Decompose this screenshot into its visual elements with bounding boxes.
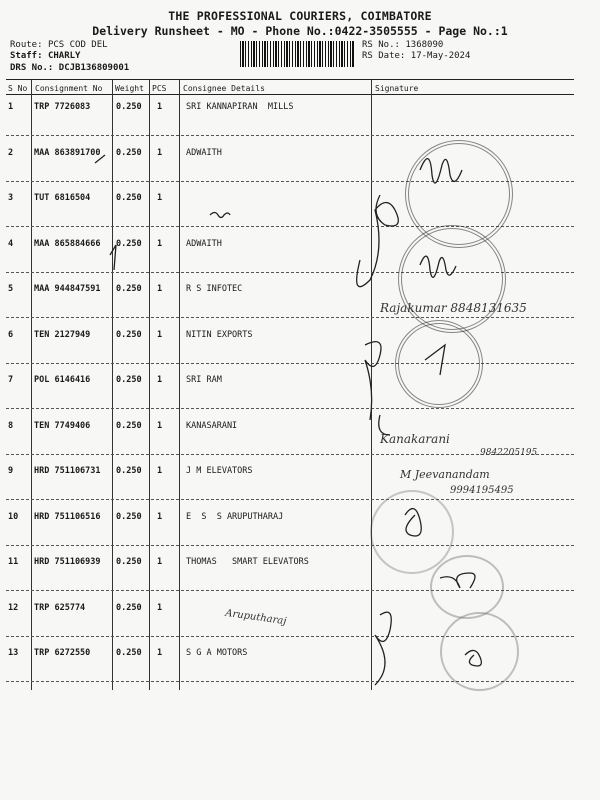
cell-consignee: E S S ARUPUTHARAJ <box>186 511 284 522</box>
cell-weight: 0.250 <box>116 193 142 203</box>
signature-scribble <box>379 415 390 435</box>
cell-consignment: HRD 751106939 <box>34 557 101 567</box>
cell-consignee: J M ELEVATORS <box>186 466 253 476</box>
cell-weight: 0.250 <box>116 557 142 567</box>
cell-consignee: SRI KANNAPIRAN MILLS <box>186 102 294 112</box>
cell-consignment: MAA 944847591 <box>34 284 101 294</box>
signature-scribble <box>420 256 456 277</box>
column-header-consignee: Consignee Details <box>183 84 265 93</box>
cell-consignee: SRI RAM <box>186 375 222 385</box>
cell-weight: 0.250 <box>116 284 142 294</box>
cell-sno: 8 <box>8 420 14 431</box>
route-label: Route: <box>10 40 43 50</box>
drs-label: DRS No.: <box>10 63 54 73</box>
column-header-weight: Weight <box>115 84 144 93</box>
cell-weight: 0.250 <box>116 602 142 613</box>
runsheet-subtitle: Delivery Runsheet - MO - Phone No.:0422-3505555 - Page No.:1 <box>92 24 508 38</box>
cell-consignment: HRD 751106516 <box>34 511 101 522</box>
cell-pcs: 1 <box>157 238 163 249</box>
signature-scribble <box>375 612 391 685</box>
cell-weight: 0.250 <box>116 375 142 385</box>
cell-sno: 6 <box>8 329 14 340</box>
signature-scribble <box>210 213 230 218</box>
handwritten-note: Kanakarani <box>380 432 450 446</box>
column-header-signature: Signature <box>375 84 419 93</box>
cell-pcs: 1 <box>157 466 163 476</box>
cell-consignment: MAA 865884666 <box>34 238 101 249</box>
rs-no-label: RS No.: <box>362 40 400 50</box>
cell-sno: 1 <box>8 102 14 112</box>
handwritten-note: Aruputharaj <box>224 607 288 628</box>
cell-weight: 0.250 <box>116 102 142 112</box>
staff-label: Staff: <box>10 51 43 61</box>
cell-weight: 0.250 <box>116 466 142 476</box>
route-value: PCS COD DEL <box>47 40 108 50</box>
cell-pcs: 1 <box>157 102 163 112</box>
cell-pcs: 1 <box>157 511 163 522</box>
handwritten-phone: 9994195495 <box>450 485 514 496</box>
signature-scribble <box>440 573 475 588</box>
cell-sno: 13 <box>8 648 19 658</box>
cell-consignment: MAA 863891700 <box>34 147 101 158</box>
cell-pcs: 1 <box>157 193 163 203</box>
company-title: THE PROFESSIONAL COURIERS, COIMBATORE <box>168 9 432 23</box>
cell-consignment: TEN 2127949 <box>34 329 91 340</box>
cell-consignment: TRP 6272550 <box>34 648 91 658</box>
cell-consignment: TRP 7726083 <box>34 102 91 112</box>
cell-sno: 12 <box>8 602 19 613</box>
cell-sno: 11 <box>8 557 19 567</box>
handwritten-note: Rajakumar 8848131635 <box>380 301 527 315</box>
signature-scribble <box>357 195 399 287</box>
cell-pcs: 1 <box>157 329 163 340</box>
rs-date-value: 17-May-2024 <box>410 51 471 61</box>
cell-weight: 0.250 <box>116 420 142 431</box>
handwritten-phone: 9842205195 <box>480 448 538 458</box>
cell-consignee: ADWAITH <box>186 238 222 249</box>
cell-consignee: R S INFOTEC <box>186 284 243 294</box>
drs-value: DCJB136809001 <box>58 63 130 73</box>
signature-scribble <box>365 342 381 420</box>
cell-pcs: 1 <box>157 602 163 613</box>
cell-sno: 4 <box>8 238 14 249</box>
cell-weight: 0.250 <box>116 648 142 658</box>
cell-consignee: THOMAS SMART ELEVATORS <box>186 557 309 567</box>
signature-scribble <box>465 650 481 666</box>
cell-pcs: 1 <box>157 557 163 567</box>
signature-scribble <box>420 159 462 183</box>
cell-sno: 9 <box>8 466 14 476</box>
cell-sno: 7 <box>8 375 14 385</box>
cell-weight: 0.250 <box>116 238 142 249</box>
cell-consignment: HRD 751106731 <box>34 466 101 476</box>
cell-pcs: 1 <box>157 420 163 431</box>
cell-pcs: 1 <box>157 147 163 158</box>
cell-sno: 2 <box>8 147 14 158</box>
cell-pcs: 1 <box>157 375 163 385</box>
cell-consignment: TEN 7749406 <box>34 420 91 431</box>
cell-pcs: 1 <box>157 284 163 294</box>
signature-scribble <box>95 155 105 163</box>
cell-consignee: ADWAITH <box>186 147 222 158</box>
rs-date-label: RS Date: <box>362 51 406 61</box>
cell-consignee: S G A MOTORS <box>186 648 248 658</box>
cell-weight: 0.250 <box>116 147 142 158</box>
staff-value: CHARLY <box>47 51 81 61</box>
cell-consignee: KANASARANI <box>186 420 238 431</box>
handwritten-note: M Jeevanandam <box>400 468 490 481</box>
column-header-sno: S No <box>8 84 28 93</box>
cell-pcs: 1 <box>157 648 163 658</box>
cell-sno: 3 <box>8 193 14 203</box>
signature-scribble <box>425 345 445 375</box>
cell-consignment: TRP 625774 <box>34 602 86 613</box>
cell-sno: 10 <box>8 511 19 522</box>
column-header-consignment: Consignment No <box>35 84 103 93</box>
cell-weight: 0.250 <box>116 511 142 522</box>
rs-no-value: 1368090 <box>405 40 444 50</box>
cell-weight: 0.250 <box>116 329 142 340</box>
cell-consignee: NITIN EXPORTS <box>186 329 253 340</box>
column-header-pcs: PCS <box>152 84 167 93</box>
signature-scribble <box>405 509 421 536</box>
cell-consignment: POL 6146416 <box>34 375 91 385</box>
cell-consignment: TUT 6816504 <box>34 193 91 203</box>
signature-scribble <box>110 245 116 270</box>
cell-sno: 5 <box>8 284 14 294</box>
